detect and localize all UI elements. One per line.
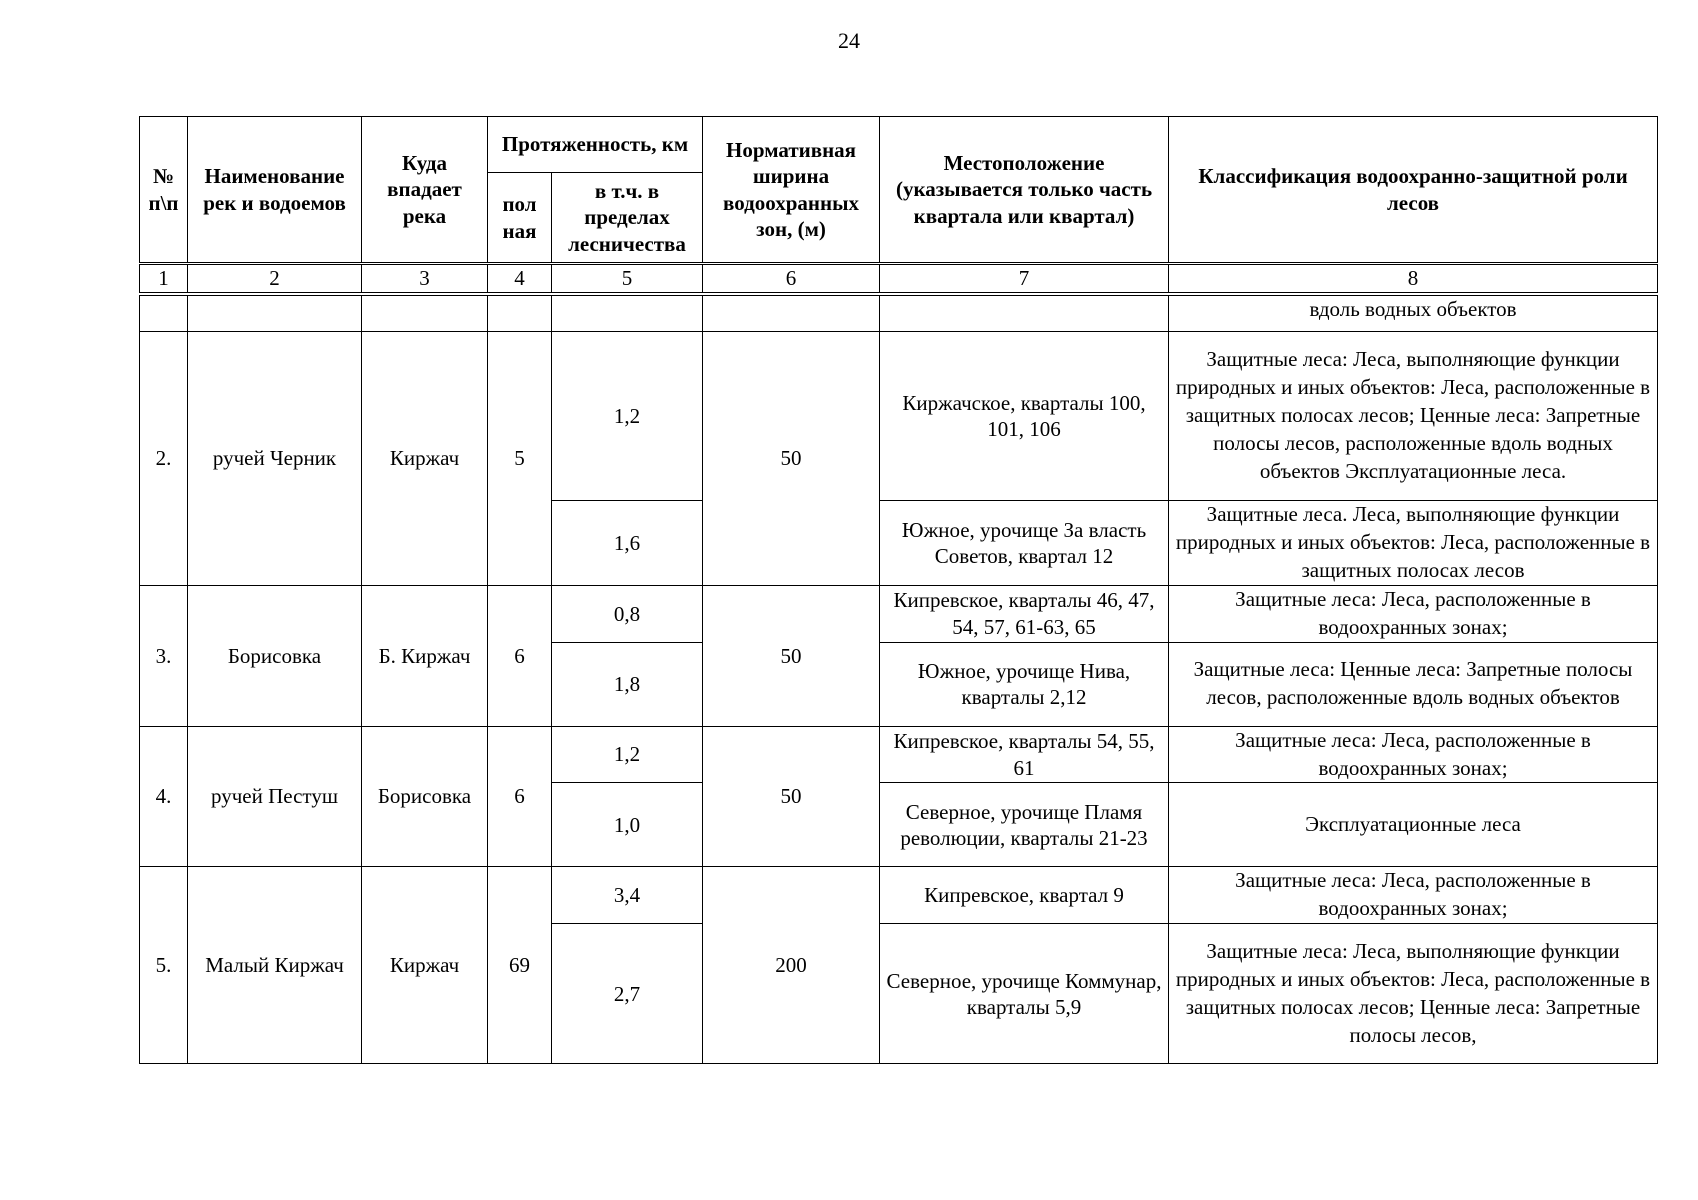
zone-width: 50 [703, 585, 880, 726]
empty-cell [188, 294, 362, 332]
table-row [140, 332, 1658, 501]
column-number: 5 [552, 264, 703, 295]
location-cell: Северное, урочище Пламя революции, кварталы 21-23 [880, 783, 1169, 867]
empty-cell [703, 294, 880, 332]
classification-cell: Защитные леса: Ценные леса: Запретные полосы лесов, расположенные вдоль водных объектов [1169, 642, 1658, 726]
header-length-within: в т.ч. в пределах лесничества [552, 173, 703, 264]
location-cell: Кипревское, кварталы 46, 47, 54, 57, 61-63, 65 [880, 585, 1169, 642]
column-numbers-row [140, 264, 1658, 295]
column-number: 3 [362, 264, 488, 295]
page-number: 24 [838, 28, 860, 53]
location-cell: Южное, урочище За власть Советов, квартал 12 [880, 501, 1169, 586]
location-cell: Кипревское, кварталы 54, 55, 61 [880, 726, 1169, 783]
classification-cell: Защитные леса: Леса, выполняющие функции природных и иных объектов: Леса, расположенные в защитных полосах лесов; Ценные леса: Запретные полосы лесов, расположенные вдоль водных объектов Эксплуатационные леса. [1169, 332, 1658, 501]
empty-cell [488, 294, 552, 332]
length-within: 0,8 [552, 585, 703, 642]
header-num: № п\п [140, 117, 188, 264]
length-full: 5 [488, 332, 552, 586]
empty-cell [362, 294, 488, 332]
water-body-name: Малый Киржач [188, 867, 362, 1064]
length-within: 1,8 [552, 642, 703, 726]
location-cell: Южное, урочище Нива, кварталы 2,12 [880, 642, 1169, 726]
table-row [140, 726, 1658, 783]
header-length-group: Протяженность, км [488, 117, 703, 173]
water-body-name: ручей Пестуш [188, 726, 362, 867]
header-width: Нормативная ширина водоохранных зон, (м) [703, 117, 880, 264]
length-full: 6 [488, 585, 552, 726]
empty-cell [880, 294, 1169, 332]
length-within: 1,2 [552, 726, 703, 783]
classification-cell: Защитные леса. Леса, выполняющие функции природных и иных объектов: Леса, расположенные в защитных полосах лесов [1169, 501, 1658, 586]
header-classification: Классификация водоохранно-защитной роли лесов [1169, 117, 1658, 264]
length-within: 3,4 [552, 867, 703, 924]
length-full: 6 [488, 726, 552, 867]
continuation-row [140, 294, 1658, 332]
length-full: 69 [488, 867, 552, 1064]
classification-cell: Защитные леса: Леса, расположенные в водоохранных зонах; [1169, 867, 1658, 924]
column-number: 8 [1169, 264, 1658, 295]
length-within: 1,0 [552, 783, 703, 867]
row-number: 4. [140, 726, 188, 867]
row-number: 2. [140, 332, 188, 586]
classification-cell: Эксплуатационные леса [1169, 783, 1658, 867]
header-length-full: пол ная [488, 173, 552, 264]
table-row [140, 867, 1658, 924]
column-number: 6 [703, 264, 880, 295]
classification-cell: Защитные леса: Леса, выполняющие функции природных и иных объектов: Леса, расположенные в защитных полосах лесов; Ценные леса: Запретные полосы лесов, [1169, 924, 1658, 1064]
location-cell: Киржачское, кварталы 100, 101, 106 [880, 332, 1169, 501]
water-body-name: ручей Черник [188, 332, 362, 586]
header-name: Наименование рек и водоемов [188, 117, 362, 264]
classification-cell: Защитные леса: Леса, расположенные в водоохранных зонах; [1169, 726, 1658, 783]
location-cell: Северное, урочище Коммунар, кварталы 5,9 [880, 924, 1169, 1064]
water-body-name: Борисовка [188, 585, 362, 726]
zone-width: 50 [703, 332, 880, 586]
flows-into: Борисовка [362, 726, 488, 867]
flows-into: Киржач [362, 867, 488, 1064]
row-number: 3. [140, 585, 188, 726]
water-bodies-table [139, 116, 1658, 1064]
zone-width: 200 [703, 867, 880, 1064]
column-number: 1 [140, 264, 188, 295]
column-number: 2 [188, 264, 362, 295]
length-within: 2,7 [552, 924, 703, 1064]
length-within: 1,2 [552, 332, 703, 501]
flows-into: Киржач [362, 332, 488, 586]
column-number: 4 [488, 264, 552, 295]
header-row [140, 117, 1658, 173]
column-number: 7 [880, 264, 1169, 295]
row-number: 5. [140, 867, 188, 1064]
empty-cell [140, 294, 188, 332]
zone-width: 50 [703, 726, 880, 867]
location-cell: Кипревское, квартал 9 [880, 867, 1169, 924]
header-location: Местоположение (указывается только часть квартала или квартал) [880, 117, 1169, 264]
empty-cell [552, 294, 703, 332]
classification-cell: Защитные леса: Леса, расположенные в водоохранных зонах; [1169, 585, 1658, 642]
header-flows-into: Куда впадает река [362, 117, 488, 264]
classification-cell: вдоль водных объектов [1169, 294, 1658, 332]
flows-into: Б. Киржач [362, 585, 488, 726]
table-row [140, 585, 1658, 642]
length-within: 1,6 [552, 501, 703, 586]
